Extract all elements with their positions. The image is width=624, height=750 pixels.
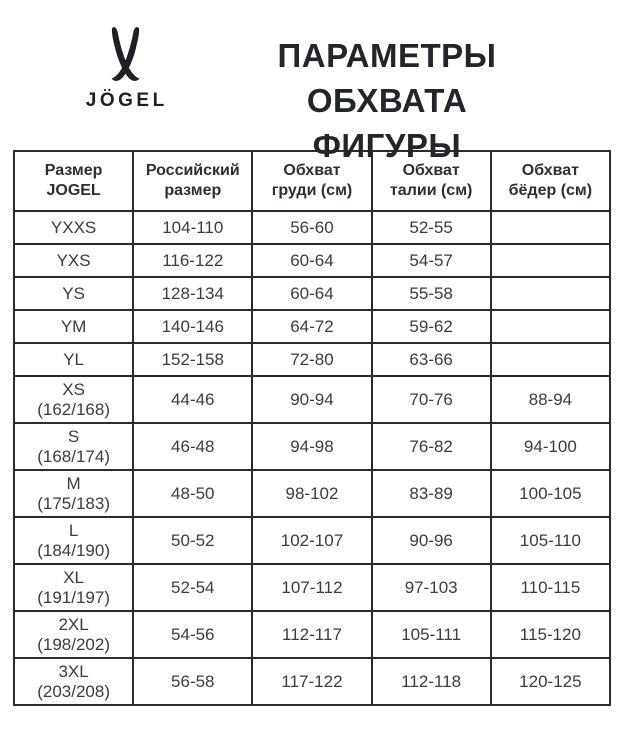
column-header-waist: Обхват талии (см) — [372, 151, 491, 211]
column-header-chest: Обхват груди (см) — [252, 151, 371, 211]
table-row — [14, 343, 610, 376]
cell-waist: 63-66 — [372, 343, 491, 376]
cell-chest: 72-80 — [252, 343, 371, 376]
cell-size: XS (162/168) — [14, 376, 133, 423]
cell-hips — [491, 310, 610, 343]
cell-russian-size: 140-146 — [133, 310, 252, 343]
cell-chest: 90-94 — [252, 376, 371, 423]
cell-waist: 52-55 — [372, 211, 491, 244]
page-title-line1: ПАРАМЕТРЫ ОБХВАТА — [277, 37, 497, 119]
brand-header — [0, 0, 624, 164]
cell-chest: 102-107 — [252, 517, 371, 564]
cell-chest: 98-102 — [252, 470, 371, 517]
cell-hips — [491, 244, 610, 277]
cell-waist: 105-111 — [372, 611, 491, 658]
cell-hips — [491, 211, 610, 244]
cell-hips: 115-120 — [491, 611, 610, 658]
cell-hips: 105-110 — [491, 517, 610, 564]
cell-hips: 120-125 — [491, 658, 610, 705]
page-title-line2: ФИГУРЫ — [312, 127, 462, 164]
cell-size: S (168/174) — [14, 423, 133, 470]
cell-chest: 94-98 — [252, 423, 371, 470]
cell-chest: 56-60 — [252, 211, 371, 244]
cell-waist: 90-96 — [372, 517, 491, 564]
cell-hips: 110-115 — [491, 564, 610, 611]
brand-name: JÖGEL — [85, 90, 168, 111]
cell-russian-size: 44-46 — [133, 376, 252, 423]
cell-size: XL (191/197) — [14, 564, 133, 611]
column-header-hips: Обхват бёдер (см) — [491, 151, 610, 211]
table-row — [14, 423, 610, 470]
cell-chest: 107-112 — [252, 564, 371, 611]
cell-russian-size: 50-52 — [133, 517, 252, 564]
cell-waist: 55-58 — [372, 277, 491, 310]
column-header-russian-size: Российский размер — [133, 151, 252, 211]
cell-waist: 70-76 — [372, 376, 491, 423]
cell-waist: 59-62 — [372, 310, 491, 343]
size-table — [13, 150, 611, 706]
cell-size: 2XL (198/202) — [14, 611, 133, 658]
table-row — [14, 310, 610, 343]
cell-russian-size: 56-58 — [133, 658, 252, 705]
column-header-size: Размер JOGEL — [14, 151, 133, 211]
page-title — [200, 33, 574, 168]
cell-russian-size: 116-122 — [133, 244, 252, 277]
cell-hips — [491, 277, 610, 310]
cell-chest: 64-72 — [252, 310, 371, 343]
table-row — [14, 470, 610, 517]
table-row — [14, 564, 610, 611]
table-row — [14, 211, 610, 244]
table-row — [14, 376, 610, 423]
cell-russian-size: 152-158 — [133, 343, 252, 376]
cell-russian-size: 46-48 — [133, 423, 252, 470]
cell-russian-size: 52-54 — [133, 564, 252, 611]
cell-size: YM — [14, 310, 133, 343]
cell-size: YL — [14, 343, 133, 376]
cell-chest: 117-122 — [252, 658, 371, 705]
cell-chest: 112-117 — [252, 611, 371, 658]
cell-chest: 60-64 — [252, 244, 371, 277]
cell-hips: 88-94 — [491, 376, 610, 423]
table-row — [14, 244, 610, 277]
cell-russian-size: 104-110 — [133, 211, 252, 244]
table-row — [14, 517, 610, 564]
cell-waist: 112-118 — [372, 658, 491, 705]
cell-waist: 76-82 — [372, 423, 491, 470]
cell-hips: 100-105 — [491, 470, 610, 517]
cell-hips: 94-100 — [491, 423, 610, 470]
cell-russian-size: 48-50 — [133, 470, 252, 517]
cell-chest: 60-64 — [252, 277, 371, 310]
table-row — [14, 611, 610, 658]
cell-russian-size: 128-134 — [133, 277, 252, 310]
brand-logo — [50, 26, 200, 112]
cell-size: YS — [14, 277, 133, 310]
table-row — [14, 277, 610, 310]
cell-waist: 54-57 — [372, 244, 491, 277]
cell-waist: 97-103 — [372, 564, 491, 611]
cell-size: YXXS — [14, 211, 133, 244]
cell-size: L (184/190) — [14, 517, 133, 564]
cell-size: 3XL (203/208) — [14, 658, 133, 705]
cell-size: YXS — [14, 244, 133, 277]
cell-size: M (175/183) — [14, 470, 133, 517]
cell-russian-size: 54-56 — [133, 611, 252, 658]
cell-hips — [491, 343, 610, 376]
cell-waist: 83-89 — [372, 470, 491, 517]
jogel-v-emblem-icon — [103, 26, 148, 87]
table-row — [14, 658, 610, 705]
